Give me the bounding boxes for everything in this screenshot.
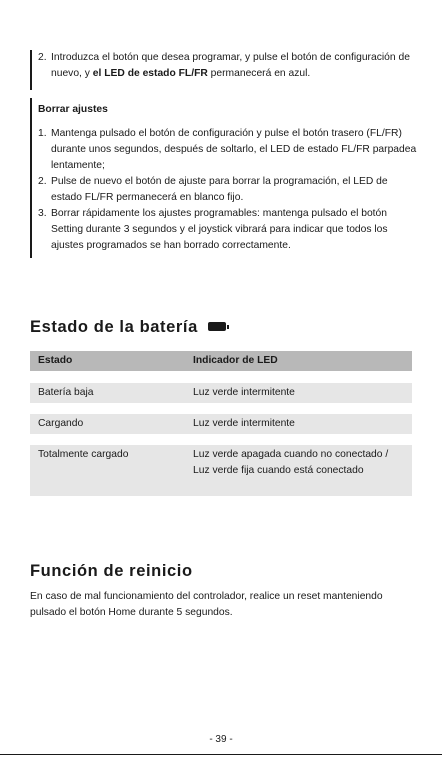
list-text: Borrar rápidamente los ajustes programables: mantenga pulsado el botón Setting durante 3 segundos y el joystick vibrará para indicar que todos los ajustes programados se han borrado correctamente. xyxy=(51,208,388,251)
table-row xyxy=(30,414,412,434)
table-row xyxy=(30,445,412,496)
list-number: 2. xyxy=(38,176,47,187)
list-item xyxy=(38,126,418,174)
column-header: Estado xyxy=(38,355,73,366)
table-cell: Batería baja xyxy=(38,387,94,398)
battery-heading xyxy=(30,317,226,337)
list-text: Mantenga pulsado el botón de configuración y pulse el botón trasero (FL/FR) durante unos segundos, después de soltarlo, el LED de estado FL/FR parpadea lentamente; xyxy=(51,128,417,171)
clear-settings-section xyxy=(38,102,418,254)
section-subheading: Borrar ajustes xyxy=(38,104,108,115)
column-header: Indicador de LED xyxy=(193,355,278,366)
margin-bar xyxy=(30,50,32,90)
table-cell: Cargando xyxy=(38,418,84,429)
table-cell: Luz verde intermitente xyxy=(193,418,295,429)
reset-heading: Función de reinicio xyxy=(30,562,193,580)
list-number: 1. xyxy=(38,128,47,139)
list-item xyxy=(38,50,418,82)
list-text-bold: el LED de estado FL/FR xyxy=(92,68,208,79)
page-number: - 39 - xyxy=(209,734,233,745)
table-header-row xyxy=(30,351,412,371)
margin-bar xyxy=(30,98,32,258)
list-number: 2. xyxy=(38,52,47,63)
list-item xyxy=(38,174,418,206)
footer-rule xyxy=(0,754,442,755)
battery-icon xyxy=(208,322,226,331)
table-cell: Luz verde apagada cuando no conectado / Luz verde fija cuando está conectado xyxy=(193,449,389,476)
section-title: Estado de la batería xyxy=(30,318,198,336)
table-cell: Totalmente cargado xyxy=(38,449,129,460)
table-cell: Luz verde intermitente xyxy=(193,387,295,398)
list-text: Introduzca el botón que desea programar, y pulse el botón de configuración de nuevo, y xyxy=(51,52,410,79)
list-item xyxy=(38,206,418,254)
list-text: permanecerá en azul. xyxy=(207,68,311,79)
reset-paragraph: En caso de mal funcionamiento del controlador, realice un reset manteniendo pulsado el botón Home durante 5 segundos. xyxy=(30,591,383,618)
list-text: Pulse de nuevo el botón de ajuste para borrar la programación, el LED de estado FL/FR permanecerá en blanco fijo. xyxy=(51,176,388,203)
list-number: 3. xyxy=(38,208,47,219)
table-row xyxy=(30,383,412,403)
programming-step xyxy=(38,50,418,82)
